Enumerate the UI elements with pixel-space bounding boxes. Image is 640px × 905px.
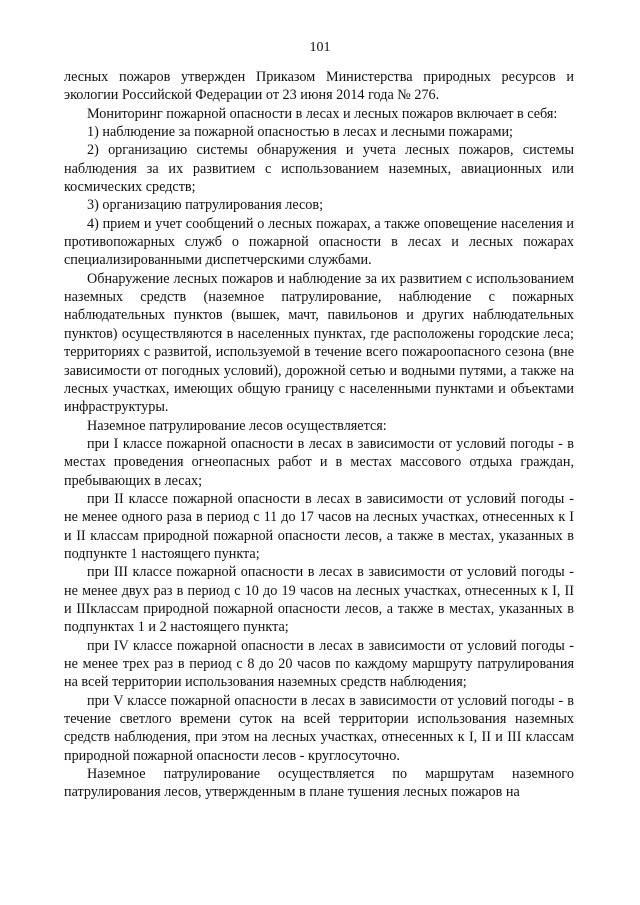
paragraph: при IV классе пожарной опасности в лесах в зависимости от условий погоды - не менее трех раз в период с 8 до 20 часов по каждому маршруту патрулирования на всей территории использования наземных средств наблюдения;: [64, 637, 574, 691]
paragraph: 4) прием и учет сообщений о лесных пожарах, а также оповещение населения и противопожарных служб о пожарной опасности в лесах и лесных пожарах специализированными диспетчерскими службами.: [64, 215, 574, 269]
paragraph: Мониторинг пожарной опасности в лесах и лесных пожаров включает в себя:: [87, 105, 558, 122]
document-body: [64, 68, 574, 802]
paragraph: 3) организацию патрулирования лесов;: [87, 197, 324, 214]
paragraph: при V классе пожарной опасности в лесах в зависимости от условий погоды - в течение светлого времени суток на всей территории использования наземных средств наблюдения, при этом на лесных участках, отнесенных к I, II и III классам природной пожарной опасности лесов - круглосуточно.: [64, 692, 574, 764]
paragraph: 2) организацию системы обнаружения и учета лесных пожаров, системы наблюдения за их развитием с использованием наземных, авиационных или космических средств;: [64, 142, 574, 196]
page-number: 101: [309, 40, 331, 55]
paragraph: Обнаружение лесных пожаров и наблюдение за их развитием с использованием наземных средств (наземное патрулирование, наблюдение с пожарных наблюдательных пунктов (вышек, мачт, павильонов и других наблюдательных пунктов) осуществляются в населенных пунктах, где расположены городские леса; территориях с развитой, используемой в течение всего пожароопасного сезона (вне зависимости от погодных условий), дорожной сетью и водными путями, а также на лесных участках, имеющих общую границу с населенными пунктами и объектами инфраструктуры.: [64, 270, 574, 416]
paragraph: при III классе пожарной опасности в лесах в зависимости от условий погоды - не менее двух раз в период с 10 до 19 часов на лесных участках, отнесенных к I, II и IIIклассам природной пожарной опасности лесов, а также в местах, указанных в подпунктах 1 и 2 настоящего пункта;: [64, 564, 574, 636]
paragraph: при II классе пожарной опасности в лесах в зависимости от условий погоды - не менее одного раза в период с 11 до 17 часов на лесных участках, отнесенных к I и II классам природной пожарной опасности лесов, а также в местах, указанных в подпункте 1 настоящего пункта;: [64, 490, 574, 562]
paragraph: при I классе пожарной опасности в лесах в зависимости от условий погоды - в местах проведения огнеопасных работ и в местах массового отдыха граждан, пребывающих в лесах;: [64, 435, 574, 489]
paragraph: Наземное патрулирование осуществляется по маршрутам наземного патрулирования лесов, утвержденным в плане тушения лесных пожаров на: [64, 766, 574, 801]
paragraph: Наземное патрулирование лесов осуществляется:: [87, 417, 387, 434]
paragraph: 1) наблюдение за пожарной опасностью в лесах и лесными пожарами;: [87, 124, 513, 141]
paragraph: лесных пожаров утвержден Приказом Министерства природных ресурсов и экологии Российской Федерации от 23 июня 2014 года № 276.: [64, 69, 574, 104]
